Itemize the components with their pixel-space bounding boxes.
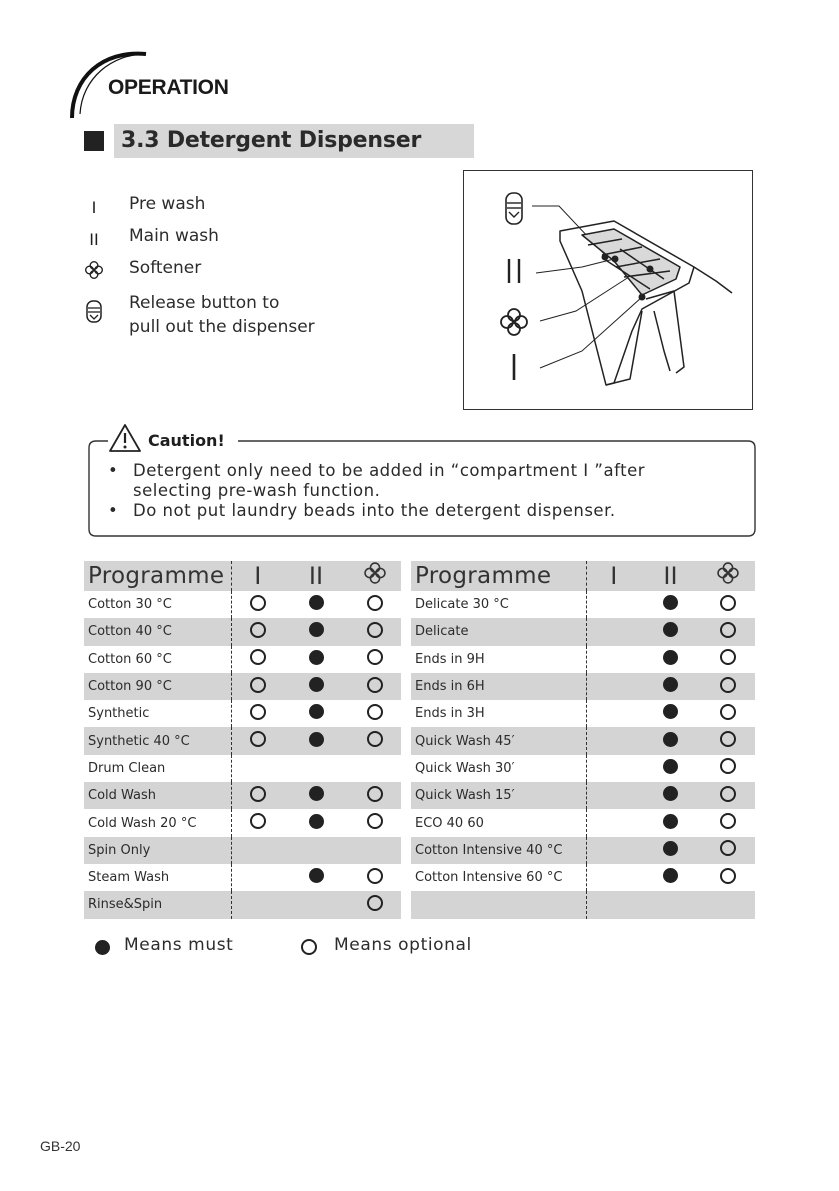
prewash-cell [231,782,284,809]
softener-cell [348,673,401,700]
programme-name: Ends in 3H [415,706,485,722]
optional-circle-icon [720,868,736,884]
mainwash-cell [284,837,348,864]
optional-circle-icon [250,786,266,802]
programme-name: Cotton 30 °C [88,597,172,613]
softener-cell [348,891,401,918]
table-row [411,782,755,809]
must-dot-icon [309,622,324,637]
softener-cell [700,700,755,727]
optional-circle-icon [367,649,383,665]
prewash-cell [231,837,284,864]
softener-cell [700,864,755,891]
caution-list [106,461,726,521]
table-row [411,755,755,782]
programme-name: Rinse&Spin [84,891,231,918]
programme-name: Cotton 40 °C [84,618,231,645]
table-row [84,646,401,673]
must-dot-icon [663,841,678,856]
must-dot-icon [663,595,678,610]
mainwash-cell [284,700,348,727]
table-row [411,700,755,727]
programme-name: Quick Wash 30′ [415,760,515,776]
programme-name: Delicate 30 °C [415,597,509,613]
softener-flower-icon [84,260,104,280]
release-label-line2: pull out the dispenser [129,317,315,337]
mainwash-cell [284,673,348,700]
programme-name: Synthetic [88,706,150,722]
optional-circle-icon [367,868,383,884]
softener-cell [700,673,755,700]
must-dot-icon [309,814,324,829]
caution-item: • Detergent only need to be added in “compartment I ”after selecting pre-wash function. [106,461,726,501]
programme-name: Cold Wash 20 °C [88,815,197,831]
prewash-cell [586,618,641,645]
mainwash-cell [284,891,348,918]
optional-circle-icon [367,786,383,802]
col-header-softener [348,561,401,591]
table-row [84,755,401,782]
softener-cell [700,891,755,918]
softener-cell [700,591,755,618]
must-dot-icon [663,732,678,747]
prewash-cell [231,891,284,918]
table-row [411,646,755,673]
optional-circle-icon [367,595,383,611]
optional-circle-icon [367,622,383,638]
mainwash-cell [284,809,348,836]
col-header-programme: Programme [84,561,231,591]
prewash-cell [231,673,284,700]
mainwash-cell [284,618,348,645]
programme-name: Delicate [411,618,586,645]
softener-cell [348,700,401,727]
must-dot-icon [309,868,324,883]
optional-circle-icon [720,731,736,747]
softener-flower-icon [363,561,387,585]
programme-name: Drum Clean [88,760,166,776]
programme-name: Steam Wash [88,870,170,886]
optional-circle-icon [367,677,383,693]
caution-title: Caution! [148,431,229,450]
must-dot-icon [663,814,678,829]
col-header-prewash: I [586,561,641,591]
mainwash-cell [284,646,348,673]
col-header-softener [700,561,755,591]
softener-cell [348,727,401,754]
must-dot-icon [309,704,324,719]
must-dot-icon [663,677,678,692]
mainwash-cell [284,591,348,618]
programme-name: Ends in 6H [411,673,586,700]
programme-name: Cotton 60 °C [88,651,172,667]
table-row [84,891,401,918]
legend-optional-label: Means optional [334,935,472,955]
prewash-cell [586,673,641,700]
optional-circle-icon [250,704,266,720]
softener-cell [700,782,755,809]
must-dot-icon [309,732,324,747]
section-marker [84,131,104,151]
softener-label: Softener [129,258,202,278]
mainwash-cell [641,782,700,809]
softener-cell [348,837,401,864]
col-header-prewash: I [231,561,284,591]
mainwash-cell [284,755,348,782]
diagram-softener-icon [501,309,527,335]
table-row [411,809,755,836]
prewash-cell [586,782,641,809]
optional-circle-icon [367,731,383,747]
programme-name: Ends in 9H [415,651,485,667]
programme-name: ECO 40 60 [415,815,484,831]
prewash-cell [586,809,641,836]
programme-name: Cotton Intensive 40 °C [411,837,586,864]
softener-cell [348,782,401,809]
softener-flower-icon [716,561,740,585]
mainwash-cell [284,727,348,754]
programme-name: Spin Only [84,837,231,864]
mainwash-cell [641,864,700,891]
programme-table-left [84,561,402,919]
softener-cell [700,618,755,645]
mainwash-symbol: II [89,230,99,249]
must-dot-icon [309,650,324,665]
softener-cell [348,755,401,782]
mainwash-cell [641,809,700,836]
prewash-cell [586,591,641,618]
optional-circle-icon [720,595,736,611]
table-row [411,891,755,918]
optional-circle-icon [720,649,736,665]
optional-circle-icon [367,895,383,911]
prewash-cell [586,700,641,727]
mainwash-cell [641,837,700,864]
caution-item: • Do not put laundry beads into the detergent dispenser. [106,501,726,521]
table-row [411,591,755,618]
mainwash-cell [641,755,700,782]
prewash-cell [231,755,284,782]
optional-circle-icon [720,840,736,856]
must-dot-icon [663,868,678,883]
optional-circle-icon [250,595,266,611]
programme-name: Cold Wash [84,782,231,809]
prewash-cell [231,618,284,645]
mainwash-label: Main wash [129,226,219,246]
prewash-cell [231,864,284,891]
optional-circle-icon [250,677,266,693]
programme-table-right [411,561,756,919]
softener-cell [700,727,755,754]
table-row [84,837,401,864]
prewash-cell [231,727,284,754]
mainwash-cell [641,700,700,727]
warning-triangle-icon [110,425,140,451]
must-dot-icon [309,677,324,692]
diagram-release-icon [506,193,522,224]
mainwash-cell [641,618,700,645]
diagram-mainwash-mark [509,259,519,283]
mainwash-cell [641,891,700,918]
must-dot-icon [663,622,678,637]
header-title: OPERATION [108,76,229,99]
prewash-cell [586,646,641,673]
mainwash-cell [641,646,700,673]
must-dot-icon [663,704,678,719]
section-title: 3.3 Detergent Dispenser [121,128,422,153]
programme-name: Cotton 90 °C [84,673,231,700]
optional-circle-icon [720,677,736,693]
softener-cell [348,618,401,645]
programme-name: Quick Wash 15′ [411,782,586,809]
programme-name: Synthetic 40 °C [84,727,231,754]
col-header-mainwash: II [641,561,700,591]
optional-circle-icon [301,939,317,955]
optional-circle-icon [720,758,736,774]
table-row [84,618,401,645]
table-row [411,837,755,864]
release-label-line1: Release button to [129,293,280,313]
softener-cell [348,591,401,618]
page-number: GB-20 [40,1138,81,1154]
mainwash-cell [641,727,700,754]
must-dot-icon [663,786,678,801]
softener-cell [700,809,755,836]
programme-name: Cotton Intensive 60 °C [415,870,563,886]
prewash-symbol: I [91,198,97,217]
prewash-cell [586,755,641,782]
optional-circle-icon [720,786,736,802]
table-row [84,673,401,700]
prewash-cell [586,727,641,754]
table-row [84,727,401,754]
prewash-cell [231,591,284,618]
optional-circle-icon [367,813,383,829]
optional-circle-icon [250,622,266,638]
optional-circle-icon [720,622,736,638]
prewash-cell [231,809,284,836]
softener-cell [348,864,401,891]
prewash-cell [231,646,284,673]
table-row [84,782,401,809]
table-row [411,618,755,645]
softener-cell [700,646,755,673]
optional-circle-icon [250,649,266,665]
must-dot-icon [95,940,110,955]
optional-circle-icon [367,704,383,720]
must-dot-icon [663,759,678,774]
col-header-mainwash: II [284,561,348,591]
softener-cell [348,809,401,836]
table-row [84,864,401,891]
must-dot-icon [309,786,324,801]
dispenser-drawing [464,171,752,409]
prewash-cell [231,700,284,727]
table-row [84,591,401,618]
must-dot-icon [663,650,678,665]
optional-circle-icon [720,813,736,829]
mainwash-cell [284,782,348,809]
col-header-programme: Programme [411,561,586,591]
programme-name [411,891,586,918]
mainwash-cell [641,591,700,618]
table-row [84,700,401,727]
programme-name: Quick Wash 45′ [411,727,586,754]
mainwash-cell [284,864,348,891]
dispenser-diagram [463,170,753,410]
table-row [84,809,401,836]
softener-cell [700,755,755,782]
optional-circle-icon [250,731,266,747]
legend-must-label: Means must [124,935,234,955]
table-row [411,673,755,700]
optional-circle-icon [720,704,736,720]
table-row [411,727,755,754]
optional-circle-icon [250,813,266,829]
prewash-cell [586,864,641,891]
table-row [411,864,755,891]
softener-cell [700,837,755,864]
prewash-cell [586,837,641,864]
mainwash-cell [641,673,700,700]
must-dot-icon [309,595,324,610]
softener-cell [348,646,401,673]
prewash-cell [586,891,641,918]
prewash-label: Pre wash [129,194,206,214]
release-button-icon [85,299,103,325]
